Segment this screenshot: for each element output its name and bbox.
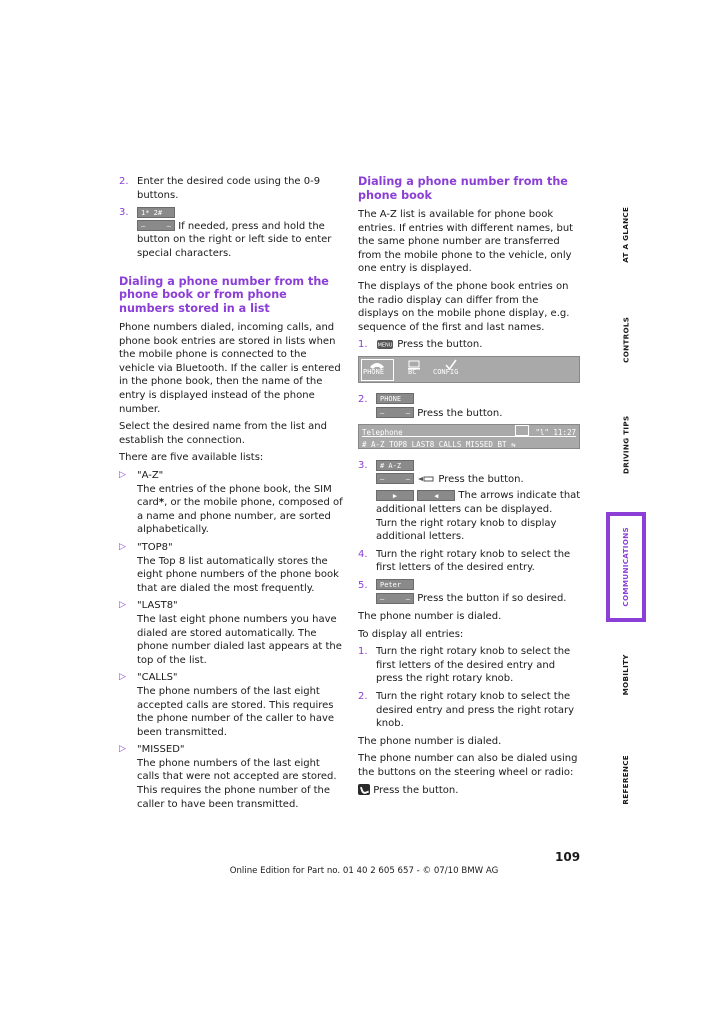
section-sidebar [606, 150, 646, 820]
page-number: 109 [555, 850, 581, 864]
press-line [358, 784, 582, 798]
left-column [119, 175, 343, 815]
list-body-a: The entries of the phone book, the SIM card [137, 483, 332, 509]
list-body: The last eight phone numbers you have dialed are stored automatically. The phone number dialed last appears at the top of the list. [137, 613, 342, 666]
arrow-note-text: The arrows indicate that additional letters can be displayed. [376, 490, 581, 515]
step-2 [119, 175, 343, 202]
tab-reference[interactable] [606, 740, 646, 820]
radio-display-telephone [358, 424, 580, 449]
list-body: The Top 8 list automatically stores the eight phone numbers of the phone book that are dialed the most frequently. [137, 555, 339, 594]
radio-display-main [358, 356, 580, 383]
menu-button-icon [376, 339, 394, 350]
control-display-dash [137, 220, 175, 231]
control-display-dash [376, 473, 414, 484]
dash-left: – [380, 475, 385, 484]
lists-intro: There are five available lists: [119, 452, 264, 464]
tab-label: REFERENCE [621, 755, 631, 805]
step-text: Press the button. [417, 407, 503, 419]
right-column [358, 175, 582, 801]
step-subtext: Turn the right rotary knob to display additional letters. [376, 517, 557, 543]
step-text: Turn the right rotary knob to select the first letters of the desired entry. [376, 548, 571, 574]
section-heading: Dialing a phone number from the phone book [358, 175, 568, 202]
paragraph: The phone number is dialed. [358, 611, 502, 623]
paragraph: The A-Z list is available for phone book entries. If entries with different names, but the same phone number are transferred from the mobile phone to the vehicle, only one entry is displayed. [358, 209, 574, 275]
rotary-knob-icon [417, 475, 435, 483]
tab-label: DRIVING TIPS [621, 415, 631, 475]
list-title: "CALLS" [137, 672, 178, 684]
step-1 [358, 338, 582, 352]
list-body: The phone numbers of the last eight calls that were not accepted are stored. This requires the phone number of the caller to have been transmitted. [137, 757, 337, 810]
paragraph: The phone number can also be dialed using the buttons on the steering wheel or radio: [358, 753, 578, 778]
step-number: 2. [358, 393, 368, 405]
list-body: The phone numbers of the last eight accepted calls are stored. This requires the phone number of the caller to have been transmitted. [137, 685, 335, 738]
signal-time: "l" 11:27 [535, 428, 576, 438]
display-title-row [362, 426, 576, 437]
step-3 [119, 206, 343, 260]
star-marker: * [158, 497, 165, 509]
step-number: 1. [358, 339, 368, 351]
step-text: Press the button. [438, 473, 524, 485]
dash-right: – [166, 222, 171, 231]
list-item [119, 469, 343, 537]
step-3 [358, 459, 582, 544]
paragraph: The phone number is dialed. [358, 735, 502, 747]
step-number: 1. [358, 646, 368, 658]
step-5 [358, 579, 582, 606]
step-text: Turn the right rotary knob to select the first letters of the desired entry and press the right rotary knob. [376, 646, 571, 685]
step-number: 4. [358, 548, 368, 560]
tab-controls[interactable] [606, 305, 646, 375]
control-display-az: # A-Z [376, 460, 414, 471]
triangle-bullet-icon: ▷ [119, 600, 126, 611]
dash-left: – [141, 222, 146, 231]
telephone-title: Telephone [362, 428, 403, 438]
select-paragraph: Select the desired name from the list and establish the connection. [119, 421, 327, 446]
triangle-bullet-icon: ▷ [119, 470, 126, 480]
tab-label: MOBILITY [621, 654, 631, 696]
config-menu-label: CONFIG [433, 368, 459, 377]
triangle-bullet-icon: ▷ [119, 672, 126, 683]
step-number: 2. [358, 691, 368, 703]
control-display-dash [376, 407, 414, 418]
paragraph: To display all entries: [358, 628, 464, 640]
dash-left: – [380, 594, 385, 603]
step-text: Press the button if so desired. [417, 593, 567, 605]
tab-communications[interactable] [606, 512, 646, 622]
list-item [119, 541, 343, 595]
control-display-dash [376, 593, 414, 604]
step-number: 2. [119, 176, 129, 187]
step-number: 5. [358, 579, 368, 591]
list-item [119, 743, 343, 811]
list-title: "LAST8" [137, 600, 178, 612]
triangle-bullet-icon: ▷ [119, 744, 126, 755]
tab-label: AT A GLANCE [621, 206, 631, 264]
dash-left: – [380, 409, 385, 418]
list-body [137, 483, 343, 537]
step-4 [358, 548, 582, 575]
arrow-left-icon: ◀ [417, 490, 455, 501]
triangle-bullet-icon: ▷ [119, 541, 126, 552]
tab-at-a-glance[interactable] [606, 190, 646, 280]
dash-right: – [405, 475, 410, 484]
list-body-b: , or the mobile phone, composed of a name and phone number, are sorted alphabetically. [137, 497, 343, 536]
arrow-note [376, 489, 582, 516]
step-text: If needed, press and hold the button on the right or left side to enter special characters. [137, 220, 332, 259]
tab-label: COMMUNICATIONS [621, 527, 631, 607]
list-title: "TOP8" [137, 541, 173, 553]
footer-text: Online Edition for Part no. 01 40 2 605 657 - © 07/10 BMW AG [229, 866, 499, 876]
dash-right: – [405, 594, 410, 603]
list-title: "A-Z" [137, 470, 164, 481]
step-text: Turn the right rotary knob to select the desired entry and press the right rotary knob. [376, 691, 575, 730]
step-number: 3. [119, 207, 129, 219]
step-text: Enter the desired code using the 0-9 buttons. [137, 176, 321, 201]
tab-label: CONTROLS [621, 316, 631, 364]
tab-mobility[interactable] [606, 640, 646, 710]
paragraph: The displays of the phone book entries on the radio display can differ from the displays on the mobile phone display, e.g. sequence of the first and last names. [358, 280, 570, 333]
handset-box-icon [515, 425, 529, 436]
arrow-right-icon: ▶ [376, 490, 414, 501]
svg-text:MENU: MENU [377, 342, 393, 349]
all-step-2 [358, 690, 582, 731]
control-display-phone: PHONE [376, 393, 414, 404]
step-text: Press the button. [397, 339, 483, 351]
control-display-peter: Peter [376, 579, 414, 590]
list-title: "MISSED" [137, 744, 185, 756]
phone-menu-label: PHONE [363, 368, 385, 377]
step-2 [358, 393, 582, 420]
section-heading: Dialing a phone number from the phone book or from phone numbers stored in a list [119, 274, 329, 315]
list-tabs-row: # A-Z TOP8 LAST8 CALLS MISSED BT ⇆ [362, 440, 516, 450]
all-step-1 [358, 645, 582, 686]
intro-paragraph: Phone numbers dialed, incoming calls, and phone book entries are stored in lists when the mobile phone is connected to the vehicle via Bluetooth. If the caller is entered in the phone book, then the name of the entry is displayed instead of the phone number. [119, 322, 341, 415]
tab-inner [610, 516, 642, 618]
press-text: Press the button. [373, 784, 459, 796]
bc-menu-label: BC [408, 368, 417, 377]
control-display-keys: 1* 2# [137, 207, 175, 218]
list-item [119, 671, 343, 739]
tab-driving-tips[interactable] [606, 400, 646, 490]
step-number: 3. [358, 460, 368, 472]
list-item [119, 599, 343, 667]
phone-button-icon [358, 784, 370, 795]
dash-right: – [405, 409, 410, 418]
